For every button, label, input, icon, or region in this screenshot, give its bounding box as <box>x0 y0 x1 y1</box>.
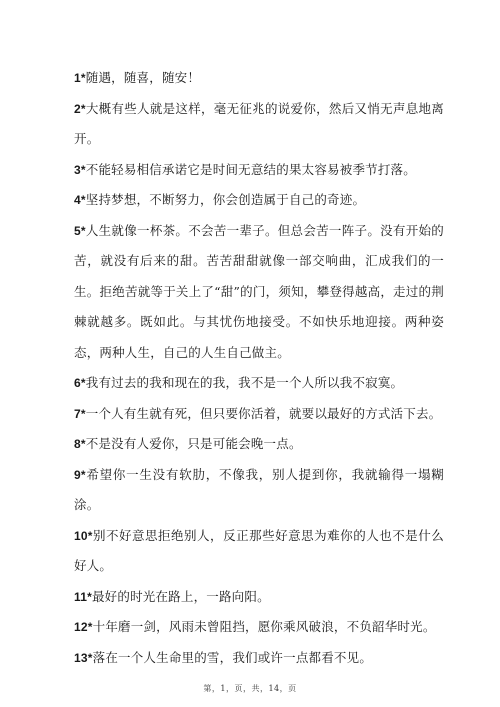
page-footer: 第，1，页，共，14，页 <box>203 684 297 693</box>
entry-number: 6* <box>74 376 86 390</box>
entry-number: 5* <box>74 223 86 238</box>
list-item <box>74 155 444 186</box>
entry-text: 不能轻易相信承诺它是时间无意结的果太容易被季节打落。 <box>85 161 416 177</box>
list-item <box>74 521 444 582</box>
entry-text: 十年磨一剑，风雨未曾阻挡，愿你乘风破浪，不负韶华时光。 <box>92 619 436 634</box>
entry-text: 大概有些人就是这样，毫无征兆的说爱你，然后又悄无声息地离开。 <box>74 100 444 146</box>
entry-text: 最好的时光在路上，一路向阳。 <box>91 588 270 604</box>
entry-number: 7* <box>74 406 86 421</box>
entry-number: 2* <box>74 101 86 116</box>
entry-text: 一个人有生就有死，但只要你活着，就要以最好的方式活下去。 <box>85 405 442 421</box>
entry-number: 12* <box>74 620 93 634</box>
entry-number: 13* <box>74 650 93 665</box>
entry-text: 落在一个人生命里的雪，我们或许一点都看不见。 <box>92 649 373 665</box>
entry-text: 坚持梦想，不断努力，你会创造属于自己的奇迹。 <box>85 192 366 207</box>
list-item <box>74 399 444 430</box>
list-item <box>74 185 444 216</box>
entry-number: 1* <box>74 71 86 85</box>
entry-text: 我有过去的我和现在的我，我不是一个人所以我不寂寞。 <box>85 375 404 390</box>
list-item <box>74 94 444 155</box>
entry-number: 11* <box>74 589 92 604</box>
list-item <box>74 643 444 674</box>
list-item <box>74 582 444 613</box>
entry-number: 9* <box>74 467 86 482</box>
list-item <box>74 460 444 521</box>
list-item <box>74 368 444 399</box>
entry-number: 8* <box>74 437 86 451</box>
list-item <box>74 216 444 369</box>
entry-text: 希望你一生没有软肋，不像我，别人提到你，我就输得一塌糊涂。 <box>74 466 444 512</box>
entry-number: 10* <box>74 528 93 543</box>
list-item <box>74 429 444 460</box>
entry-text: 随遇，随喜，随安！ <box>85 70 201 85</box>
entry-number: 3* <box>74 162 86 177</box>
entry-text: 不是没有人爱你，只是可能会晚一点。 <box>85 436 302 451</box>
list-item <box>74 612 444 643</box>
list-item <box>74 63 444 94</box>
entry-text: 人生就像一杯茶。不会苦一辈子。但总会苦一阵子。没有开始的苦，就没有后来的甜。苦苦甜甜就像一部交响曲，汇成我们的一生。拒绝苦就等于关上了“甜”的门，须知，攀登得越高，走过的荆棘就越多。既如此。与其忧伤地接受。不如快乐地迎接。两种姿态，两种人生，自己的人生自己做主。 <box>74 222 444 360</box>
entry-number: 4* <box>74 193 86 207</box>
entry-text: 别不好意思拒绝别人，反正那些好意思为难你的人也不是什么好人。 <box>74 527 444 573</box>
entries-list <box>74 63 444 673</box>
